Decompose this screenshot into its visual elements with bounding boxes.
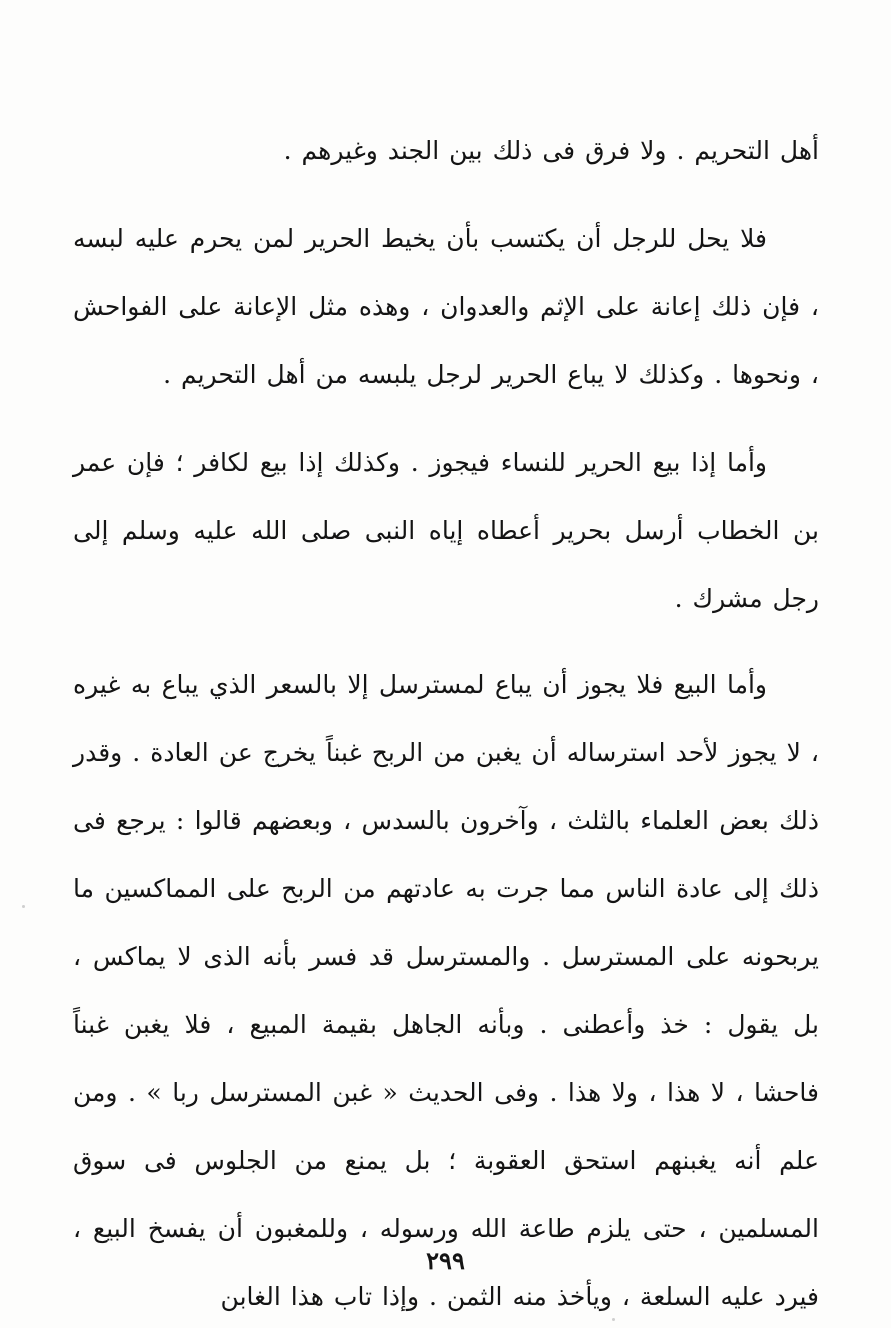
- paragraph-4: وأما البيع فلا يجوز أن يباع لمسترسل إلا بالسعر الذي يباع به غيره ، لا يجوز لأحد استرساله أن يغبن من الربح غبناً يخرج عن العادة . وقدر ذلك بعض العلماء بالثلث ، وآخرون بالسدس ، وبعضهم قالوا : يرجع فى ذلك إلى عادة الناس مما جرت به عادتهم من الربح على المماكسين ما يربحونه على المسترسل . والمسترسل قد فسر بأنه الذى لا يماكس ، بل يقول : خذ وأعطنى . وبأنه الجاهل بقيمة المبيع ، فلا يغبن غبناً فاحشا ، لا هذا ، ولا هذا . وفى الحديث « غبن المسترسل ربا » . ومن علم أنه يغبنهم استحق العقوبة ؛ بل يمنع من الجلوس فى سوق المسلمين ، حتى يلزم طاعة الله ورسوله ، وللمغبون أن يفسخ البيع ، فيرد عليه السلعة ، ويأخذ منه الثمن . وإذا تاب هذا الغابن: [73, 670, 819, 1311]
- scan-speck: [612, 1318, 615, 1321]
- paragraph-2: فلا يحل للرجل أن يكتسب بأن يخيط الحرير لمن يحرم عليه لبسه ، فإن ذلك إعانة على الإثم والعدوان ، وهذه مثل الإعانة على الفواحش ، ونحوها . وكذلك لا يباع الحرير لرجل يلبسه من أهل التحريم .: [73, 224, 819, 389]
- page-number: ٢٩٩: [426, 1246, 465, 1275]
- scan-speck: [22, 905, 25, 908]
- paragraph-1: أهل التحريم . ولا فرق فى ذلك بين الجند وغيرهم .: [283, 136, 819, 165]
- paragraph-3: وأما إذا بيع الحرير للنساء فيجوز . وكذلك إذا بيع لكافر ؛ فإن عمر بن الخطاب أرسل بحرير أعطاه إياه النبى صلى الله عليه وسلم إلى رجل مشرك .: [73, 448, 819, 613]
